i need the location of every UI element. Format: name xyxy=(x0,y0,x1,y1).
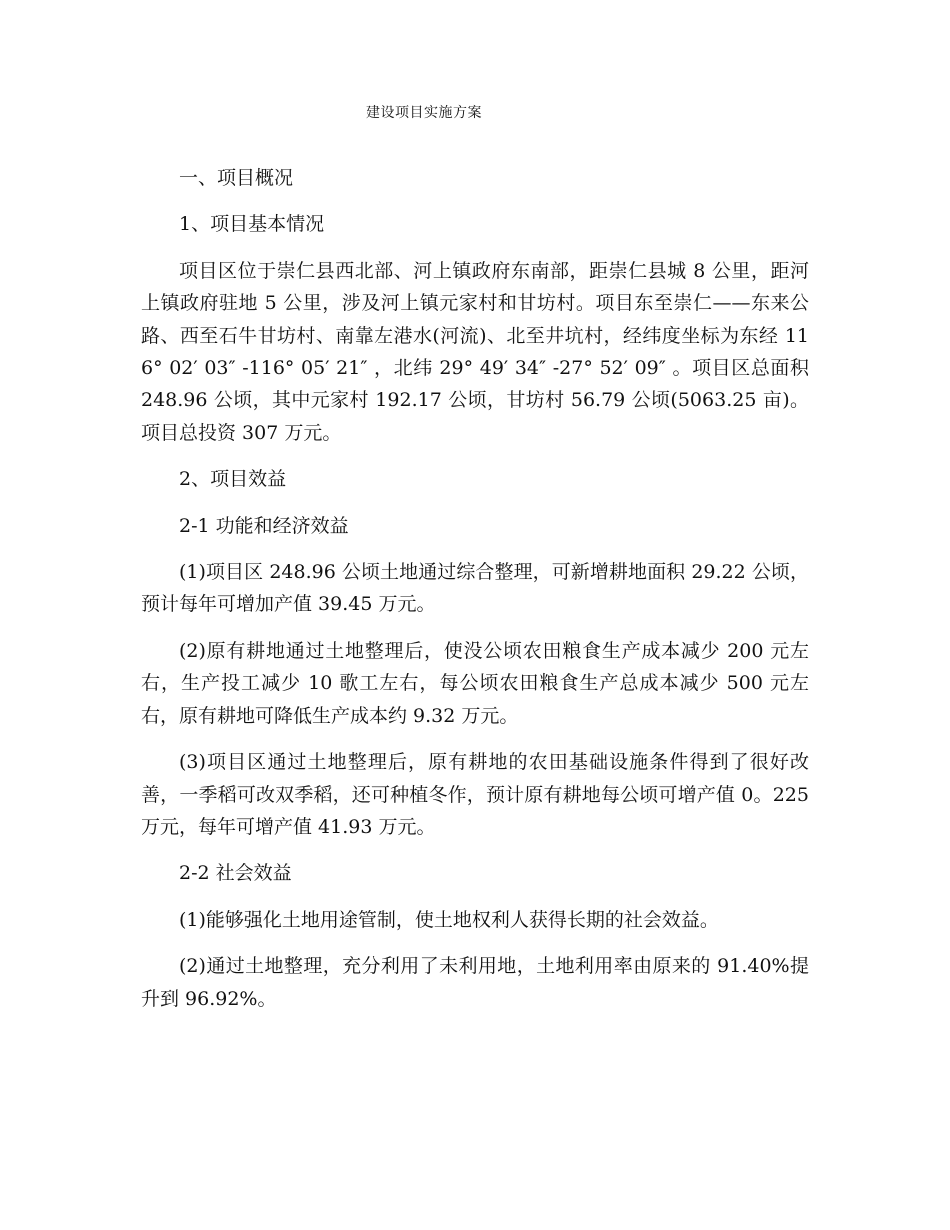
paragraph-social-2: (2)通过土地整理，充分利用了未利用地，土地利用率由原来的 91.40%提升到 96.92%。 xyxy=(141,955,809,1010)
paragraph-economic-2: (2)原有耕地通过土地整理后，使没公顷农田粮食生产成本减少 200 元左右，生产投工减少 10 歌工左右，每公顷农田粮食生产总成本减少 500 元左右，原有耕地可降低生产成本约 9.32 万元。 xyxy=(141,639,809,727)
document-title: 建设项目实施方案 xyxy=(366,105,482,121)
section-heading-overview: 一、项目概况 xyxy=(179,167,294,189)
paragraph-economic-3: (3)项目区通过土地整理后，原有耕地的农田基础设施条件得到了很好改善，一季稻可改双季稻，还可种植冬作，预计原有耕地每公顷可增产值 0。225 万元，每年可增产值 41.93 万元。 xyxy=(141,751,809,838)
paragraph-social-1: (1)能够强化土地用途管制，使土地权利人获得长期的社会效益。 xyxy=(179,908,719,931)
subsection-heading-economic-benefits: 2-1 功能和经济效益 xyxy=(179,514,349,537)
paragraph-project-location: 项目区位于崇仁县西北部、河上镇政府东南部，距崇仁县城 8 公里，距河上镇政府驻地 5 公里，涉及河上镇元家村和甘坊村。项目东至崇仁——东来公路、西至石牛甘坊村、南靠左港水(河流)、北至井坑村，经纬度坐标为东经 116° 02′ 03″ -116° 05′ 21″ ，北纬 29° 49′ 34″ -27° 52′ 09″ 。项目区总面积 248.96 公顷，其中元家村 192.17 公顷，甘坊村 56.79 公顷(5063.25 亩)。项目总投资 307 万元。 xyxy=(141,259,809,444)
paragraph-economic-1: (1)项目区 248.96 公顷土地通过综合整理，可新增耕地面积 29.22 公顷，预计每年可增加产值 39.45 万元。 xyxy=(141,561,809,616)
document-body xyxy=(141,162,809,1029)
subsection-heading-benefits: 2、项目效益 xyxy=(179,468,287,491)
subsection-heading-basic-info: 1、项目基本情况 xyxy=(179,213,325,236)
subsection-heading-social-benefits: 2-2 社会效益 xyxy=(179,862,292,885)
